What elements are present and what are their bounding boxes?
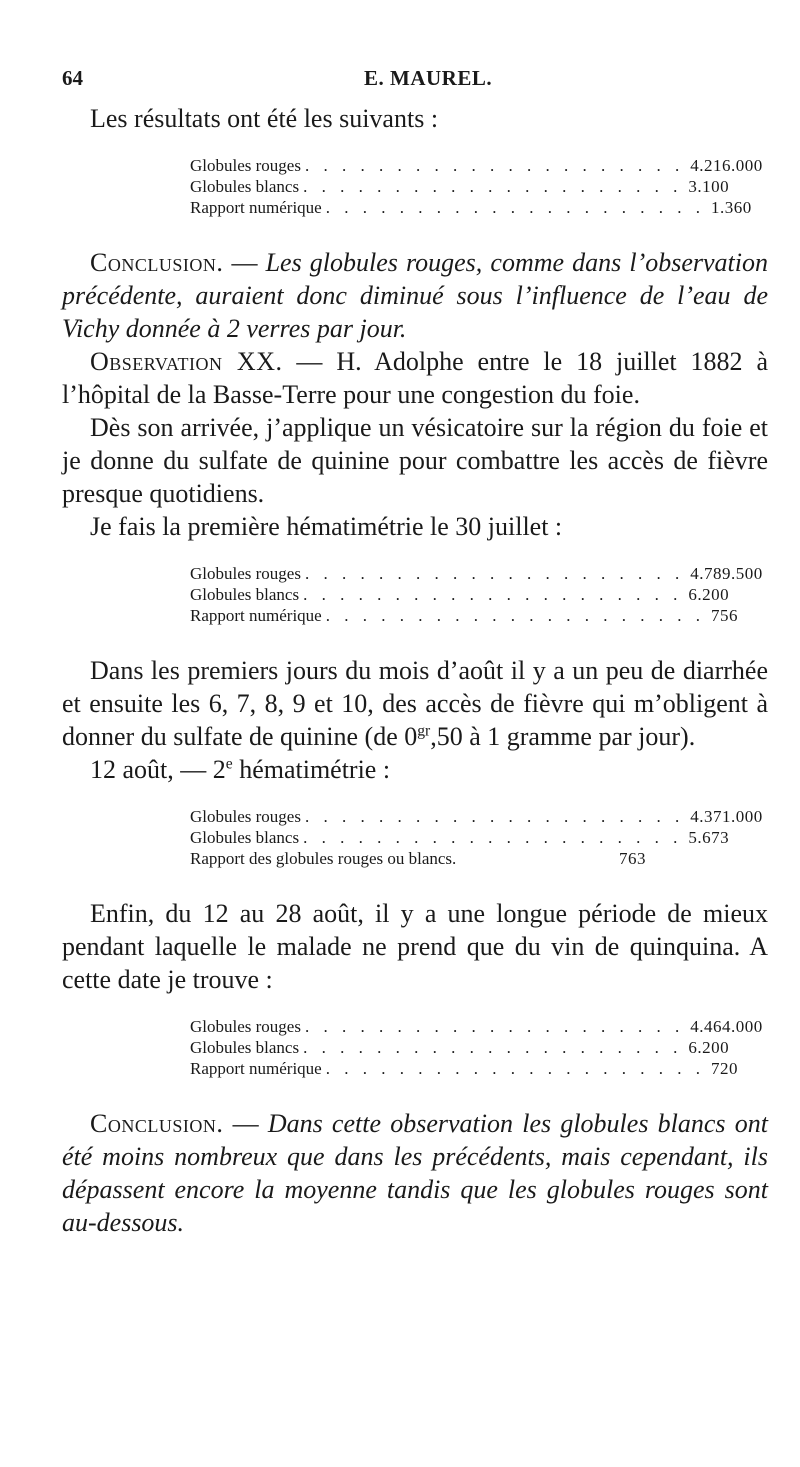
table-row: Globules blancs . . . . . . . . . . . . . . . . . . . . . 6.200 (190, 585, 730, 604)
conclusion-text: Dans cette observation les globules blancs ont été moins nombreux que dans les précédents, mais cependant, ils dépassent encore la moyenne tandis que les globules rouges sont au-dessous. (62, 1109, 769, 1237)
august-paragraph: Dans les premiers jours du mois d’août il y a un peu de diarrhée et ensuite les 6, 7, 8, 9 et 10, des accès de fièvre qui m’obligent à donner du sulfate de quinine (de $0^{gr},50$ à 1 gramme par jour). (62, 656, 768, 751)
row-value: 6.200 (688, 585, 730, 604)
row-value: 1.360 (710, 198, 752, 217)
table-row: Globules rouges . . . . . . . . . . . . . . . . . . . . . 4.371.000 (190, 807, 763, 826)
row-value: 763 (619, 849, 646, 868)
table-row: Globules rouges . . . . . . . . . . . . . . . . . . . . . 4.216.000 (190, 156, 763, 175)
observation-lead: Observation XX. (90, 347, 283, 376)
table-row: Globules blancs . . . . . . . . . . . . . . . . . . . . . 6.200 (190, 1038, 730, 1057)
row-label: Globules blancs (190, 177, 300, 196)
arrival-paragraph: Dès son arrivée, j’applique un vésicatoire sur la région du foie et je donne du sulfate de quinine pour combattre les accès de fièvre presque quotidiens. (62, 413, 768, 508)
row-label: Globules blancs (190, 828, 300, 847)
table-row: Globules blancs . . . . . . . . . . . . . . . . . . . . . 5.673 (190, 828, 730, 847)
row-label: Rapport des globules rouges ou blancs. (190, 849, 457, 868)
row-value: 6.200 (688, 1038, 730, 1057)
row-value: 720 (710, 1059, 738, 1078)
row-value: 4.216.000 (690, 156, 763, 175)
row-value: 756 (710, 606, 738, 625)
running-header (62, 58, 768, 98)
row-value: 3.100 (688, 177, 730, 196)
row-label: Globules rouges (190, 1017, 301, 1036)
results-table-3 (190, 806, 763, 869)
running-title: E. MAUREL. (364, 66, 493, 90)
row-value: 4.464.000 (690, 1017, 763, 1036)
table-row: Globules rouges . . . . . . . . . . . . . . . . . . . . . 4.789.500 (190, 564, 763, 583)
observation-text: — H. Adolphe entre le 18 juillet 1882 à l’hôpital de la Basse-Terre pour une congestion du foie. (62, 347, 769, 409)
row-value: 5.673 (688, 828, 730, 847)
table-row: Globules blancs . . . . . . . . . . . . . . . . . . . . . 3.100 (190, 177, 730, 196)
row-label: Globules blancs (190, 585, 300, 604)
page-number: 64 (62, 66, 83, 90)
row-label: Globules rouges (190, 564, 301, 583)
row-label: Globules rouges (190, 156, 301, 175)
conclusion-lead: Conclusion. (90, 1109, 224, 1138)
table-row: Rapport numérique . . . . . . . . . . . . . . . . . . . . . 720 (190, 1059, 738, 1078)
intro-paragraph: Les résultats ont été les suivants : (90, 104, 439, 133)
row-label: Rapport numérique (190, 1059, 322, 1078)
table-row: Rapport numérique . . . . . . . . . . . . . . . . . . . . . 1.360 (190, 198, 752, 217)
results-table-2 (190, 563, 763, 626)
conclusion-paragraph-1: Conclusion. — Les globules rouges, comme dans l’observation précédente, auraient donc diminué sous l’influence de l’eau de Vichy donnée à 2 verres par jour. (62, 248, 769, 343)
second-hematimetry-paragraph: 12 août, — 2e hématimétrie : (90, 755, 391, 784)
conclusion-paragraph-2: Conclusion. — Dans cette observation les globules blancs ont été moins nombreux que dans les précédents, mais cependant, ils dépassent encore la moyenne tandis que les globules rouges sont au-dessous. (62, 1109, 769, 1237)
row-label: Globules blancs (190, 1038, 300, 1057)
conclusion-lead: Conclusion. (90, 248, 224, 277)
table-row: Rapport numérique . . . . . . . . . . . . . . . . . . . . . 756 (190, 606, 738, 625)
row-label: Rapport numérique (190, 198, 322, 217)
results-table-1 (190, 155, 763, 218)
finally-paragraph: Enfin, du 12 au 28 août, il y a une longue période de mieux pendant laquelle le malade ne prend que du vin de quinquina. A cette date je trouve : (62, 899, 768, 994)
first-hematimetry-paragraph: Je fais la première hématimétrie le 30 juillet : (90, 512, 563, 541)
row-value: 4.371.000 (690, 807, 763, 826)
row-label: Rapport numérique (190, 606, 322, 625)
row-label: Globules rouges (190, 807, 301, 826)
results-table-4 (190, 1016, 763, 1079)
page (62, 58, 768, 1239)
conclusion-text: Les globules rouges, comme dans l’observation précédente, auraient donc diminué sous l’influence de l’eau de Vichy donnée à 2 verres par jour. (62, 248, 769, 343)
table-row: Globules rouges . . . . . . . . . . . . . . . . . . . . . 4.464.000 (190, 1017, 763, 1036)
table-row (190, 848, 646, 869)
observation-paragraph (62, 345, 768, 411)
row-value: 4.789.500 (690, 564, 763, 583)
